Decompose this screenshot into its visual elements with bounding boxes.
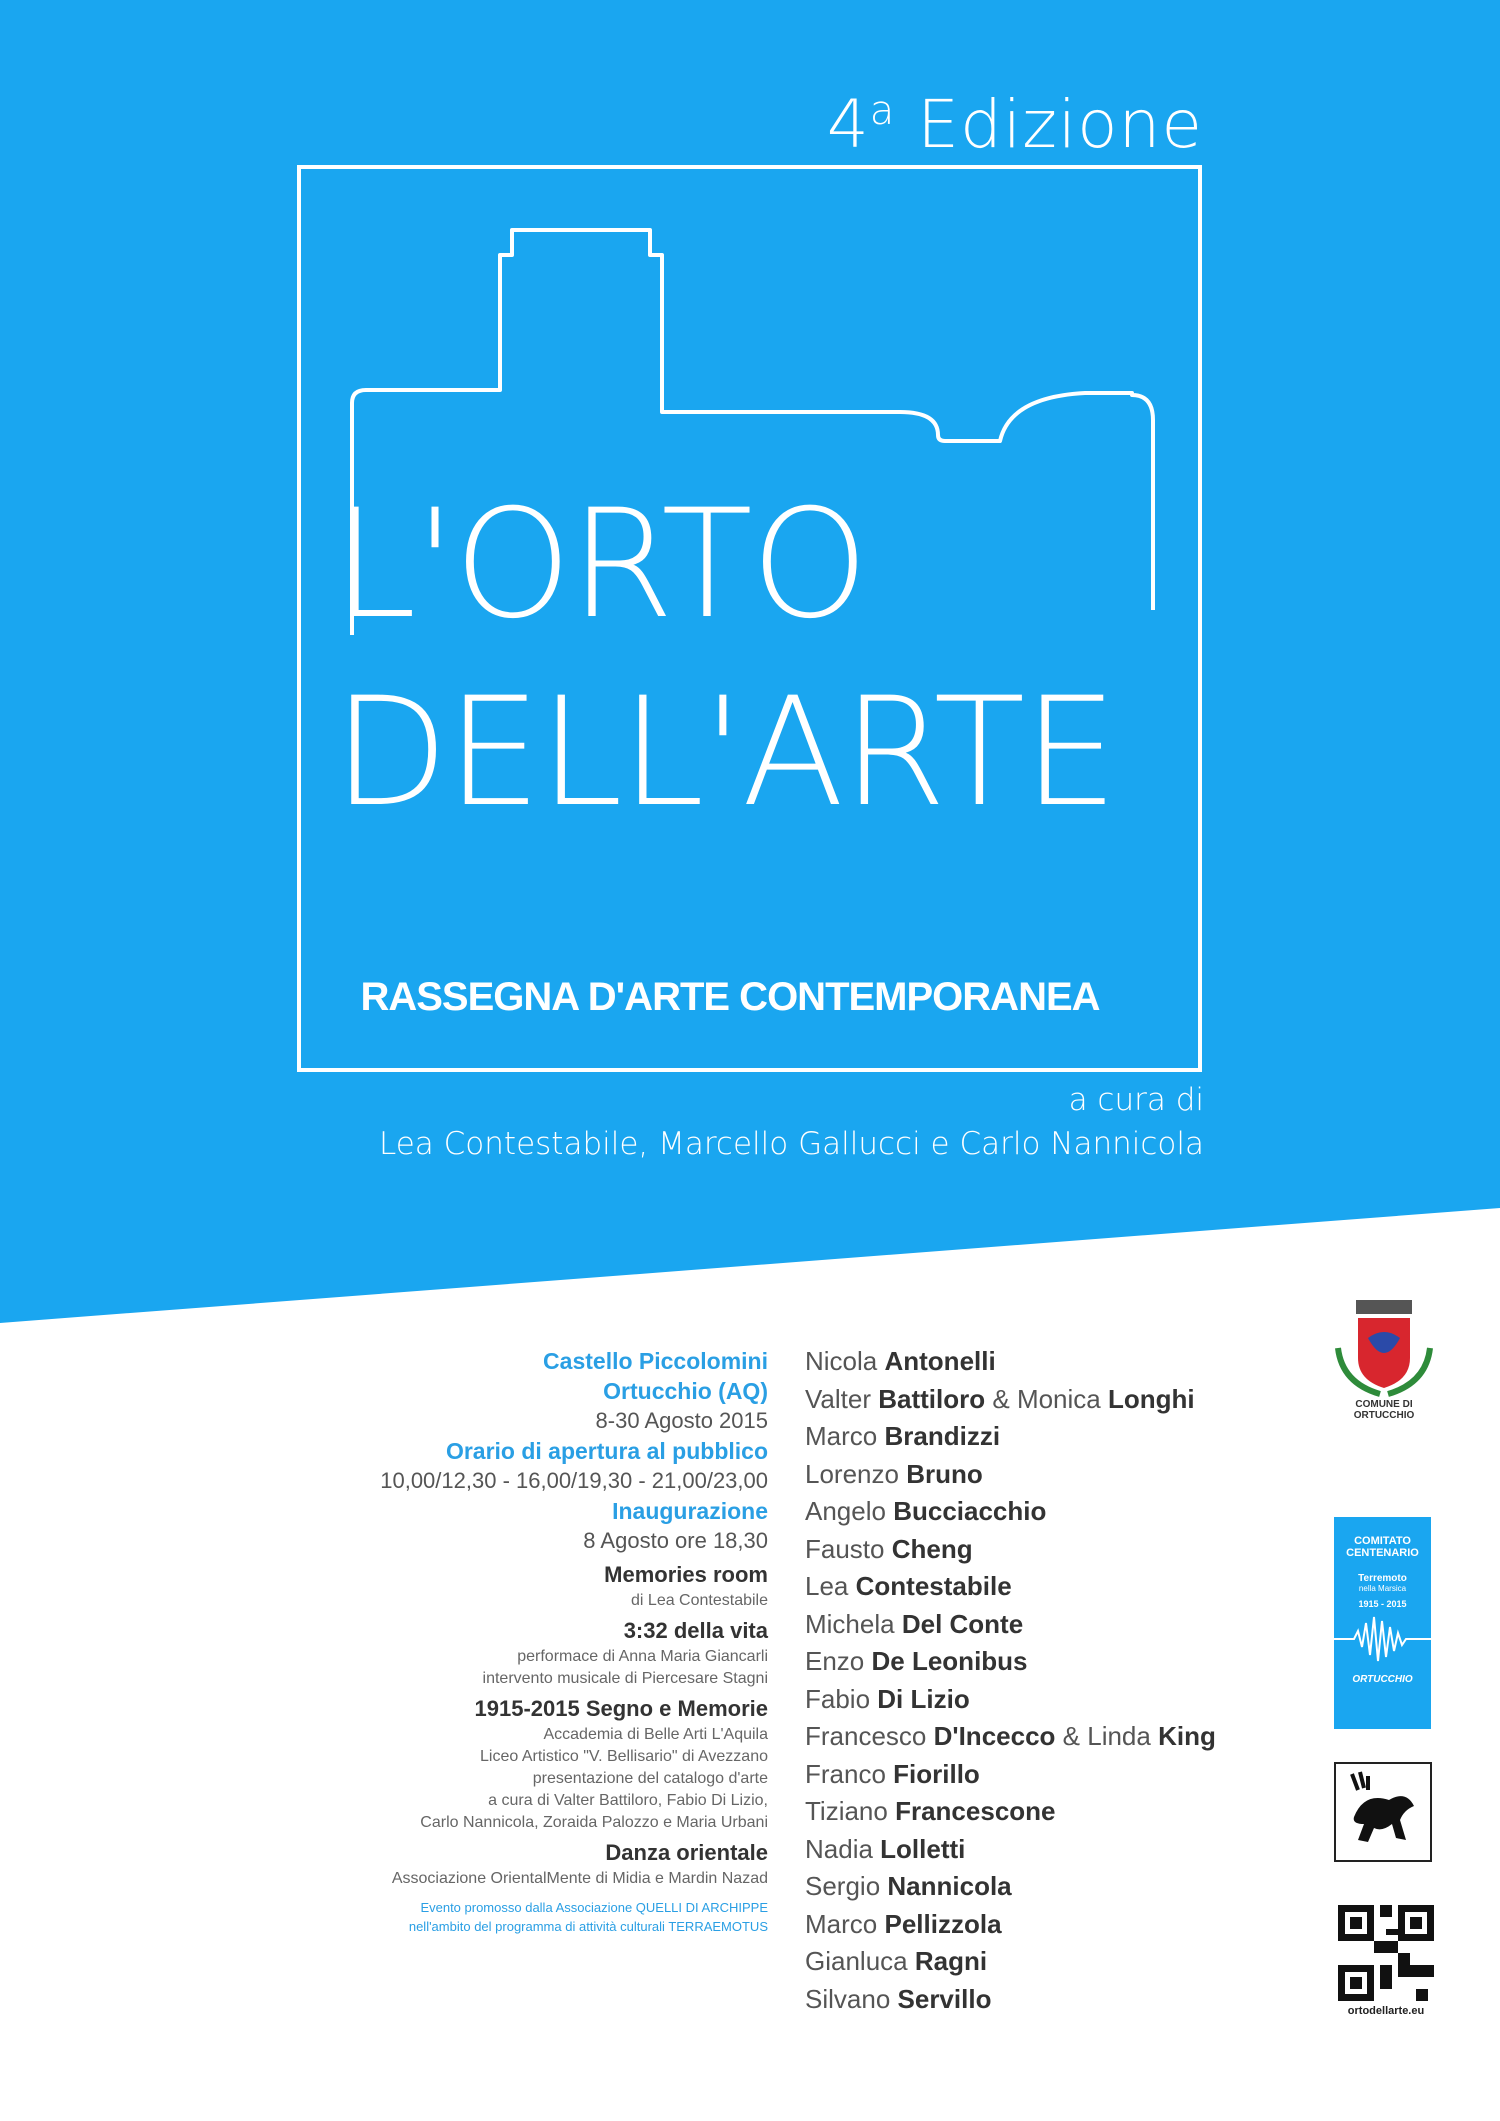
event-line: performace di Anna Maria Giancarli	[517, 1648, 768, 1665]
artist-item: Silvano Servillo	[805, 1983, 992, 2014]
website-label: ortodellarte.eu	[1347, 2005, 1425, 2017]
artist-item: Lorenzo Bruno	[805, 1458, 983, 1489]
event-line: Associazione OrientalMente di Midia e Mardin Nazad	[391, 1870, 768, 1887]
event-line: di Lea Contestabile	[631, 1592, 768, 1609]
event-line: Liceo Artistico "V. Bellisario" di Avezzano	[480, 1748, 768, 1765]
curated-label: a cura di	[1068, 1082, 1204, 1118]
artist-item: Angelo Bucciacchio	[805, 1496, 1047, 1526]
artist-item: Gianluca Ragni	[805, 1946, 988, 1976]
event-line: intervento musicale di Piercesare Stagni	[482, 1670, 768, 1687]
artist-item: Tiziano Francescone	[805, 1796, 1056, 1826]
artist-item: Valter Battiloro & Monica Longhi	[805, 1383, 1195, 1414]
comune-crest-icon	[1328, 1298, 1440, 1398]
comune-label: COMUNE DI ORTUCCHIO	[1353, 1399, 1415, 1421]
artist-item: Francesco D'Incecco & Linda King	[805, 1721, 1216, 1751]
curators: Lea Contestabile, Marcello Gallucci e Carlo Nannicola	[379, 1126, 1204, 1162]
artist-item: Fausto Cheng	[805, 1533, 973, 1564]
event-line: presentazione del catalogo d'arte	[532, 1770, 768, 1787]
artist-item: Enzo De Leonibus	[805, 1646, 1028, 1676]
event-title: Danza orientale	[605, 1840, 768, 1865]
promo-line-2: nell'ambito del programma di attività culturali TERRAEMOTUS	[408, 1919, 768, 1934]
artist-item: Nicola Antonelli	[805, 1346, 996, 1376]
title-line-1: L'ORTO	[333, 478, 867, 652]
town: Ortucchio (AQ)	[603, 1378, 768, 1404]
event-title: Memories room	[604, 1562, 768, 1587]
opening-label: Inaugurazione	[612, 1498, 768, 1524]
artist-item: Franco Fiorillo	[805, 1758, 980, 1789]
comitato-logo: COMITATO CENTENARIO Terremoto nella Marsica 1915 - 2015 ORTUCCHIO	[1334, 1517, 1431, 1729]
artist-item: Michela Del Conte	[805, 1608, 1024, 1639]
artist-item: Marco Pellizzola	[805, 1908, 1002, 1939]
title-line-2: DELL'ARTE	[333, 666, 1116, 840]
hours-label: Orario di apertura al pubblico	[445, 1438, 768, 1464]
archippe-logo-icon	[1334, 1762, 1432, 1862]
artist-item: Marco Brandizzi	[805, 1421, 1001, 1451]
artist-item: Sergio Nannicola	[805, 1871, 1012, 1901]
artist-list	[805, 1343, 1216, 2018]
hours: 10,00/12,30 - 16,00/19,30 - 21,00/23,00	[380, 1468, 768, 1493]
qr-code-icon	[1338, 1905, 1434, 2001]
event-title: 3:32 della vita	[623, 1618, 768, 1643]
artist-item: Lea Contestabile	[805, 1571, 1012, 1601]
opening-date: 8 Agosto ore 18,30	[583, 1528, 768, 1553]
event-line: Accademia di Belle Arti L'Aquila	[543, 1726, 768, 1743]
subtitle: RASSEGNA D'ARTE CONTEMPORANEA	[360, 975, 1100, 1019]
dates: 8-30 Agosto 2015	[595, 1408, 768, 1433]
venue: Castello Piccolomini	[543, 1348, 768, 1374]
artist-item: Fabio Di Lizio	[805, 1683, 970, 1714]
event-info	[230, 1346, 768, 1936]
edition-label: 4$^a$ Edizione	[826, 86, 1203, 163]
event-line: a cura di Valter Battiloro, Fabio Di Lizio,	[488, 1792, 768, 1809]
artist-item: Nadia Lolletti	[805, 1833, 966, 1864]
seismograph-icon	[1334, 1609, 1431, 1669]
promo-line-1: Evento promosso dalla Associazione QUELLI DI ARCHIPPE	[420, 1900, 768, 1915]
event-title: 1915-2015 Segno e Memorie	[474, 1696, 768, 1721]
event-line: Carlo Nannicola, Zoraida Palozzo e Maria Urbani	[420, 1814, 768, 1831]
